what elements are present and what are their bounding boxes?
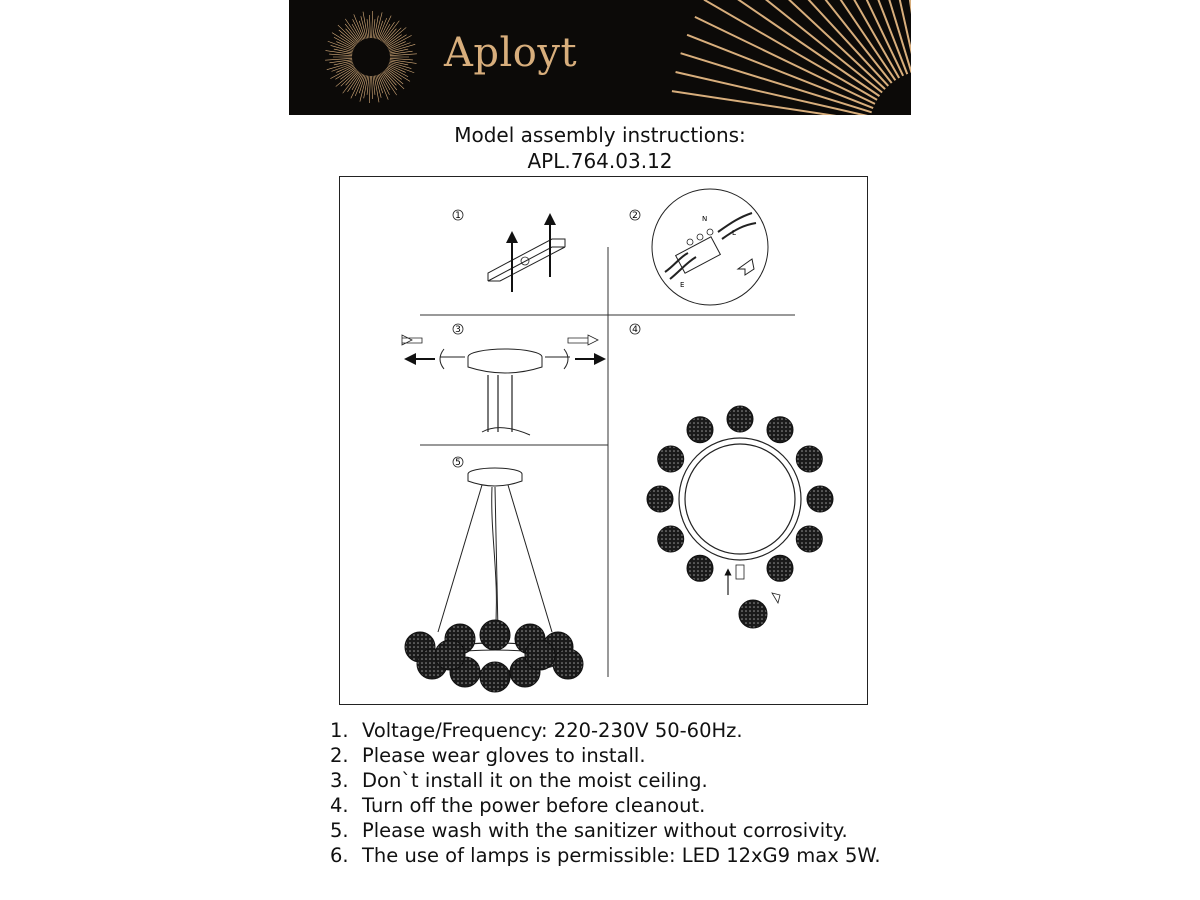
note-number: 2. — [330, 744, 349, 767]
note-item — [330, 843, 881, 868]
step-3-number: 3 — [455, 325, 461, 335]
step-1-mounting-bracket — [453, 210, 565, 292]
note-text: Please wash with the sanitizer without corrosivity. — [362, 819, 848, 842]
note-text: Don`t install it on the moist ceiling. — [362, 769, 708, 792]
globe-shade — [767, 417, 793, 443]
globe-shade — [727, 406, 753, 432]
note-item — [330, 793, 881, 818]
title-line-1: Model assembly instructions: — [454, 123, 746, 147]
step-1-number: 1 — [455, 211, 461, 221]
brand-banner — [289, 0, 911, 115]
sunburst-logo — [289, 0, 911, 115]
note-number: 4. — [330, 794, 349, 817]
note-number: 3. — [330, 769, 349, 792]
globe-shade — [767, 555, 793, 581]
step-3-canopy — [402, 324, 600, 435]
globe-shade — [687, 417, 713, 443]
globe-shade — [480, 620, 510, 650]
step-5-assembled — [405, 457, 583, 692]
globe-shade — [525, 640, 555, 670]
wire-label-l: L — [732, 229, 736, 237]
note-text: Turn off the power before cleanout. — [362, 794, 706, 817]
step-4-ring — [630, 324, 833, 628]
wire-label-n: N — [702, 215, 708, 223]
note-item — [330, 768, 881, 793]
note-item — [330, 818, 881, 843]
step-4-number: 4 — [632, 325, 638, 335]
globe-shade — [480, 662, 510, 692]
globe-shade — [796, 446, 822, 472]
note-number: 5. — [330, 819, 349, 842]
brand-name: Aployt — [444, 30, 578, 76]
note-text: The use of lamps is permissible: LED 12xG9 max 5W. — [362, 844, 881, 867]
notes-list — [330, 718, 881, 868]
note-item — [330, 743, 881, 768]
assembly-diagram — [339, 176, 868, 705]
globe-shade — [435, 640, 465, 670]
note-item — [330, 718, 881, 743]
globe-shade — [553, 649, 583, 679]
globe-shade — [647, 486, 673, 512]
globe-shade — [658, 526, 684, 552]
note-text: Voltage/Frequency: 220-230V 50-60Hz. — [362, 719, 743, 742]
globe-shade — [807, 486, 833, 512]
note-number: 1. — [330, 719, 349, 742]
globe-shade — [658, 446, 684, 472]
assembly-drawing — [340, 177, 869, 706]
step-2-number: 2 — [632, 211, 638, 221]
note-text: Please wear gloves to install. — [362, 744, 646, 767]
globe-shade — [796, 526, 822, 552]
step-2-terminal-block — [630, 189, 768, 305]
globe-shade — [687, 555, 713, 581]
model-number: APL.764.03.12 — [527, 149, 673, 173]
wire-label-e: E — [680, 281, 685, 289]
page-title — [289, 122, 911, 174]
note-number: 6. — [330, 844, 349, 867]
step-5-number: 5 — [455, 458, 461, 468]
